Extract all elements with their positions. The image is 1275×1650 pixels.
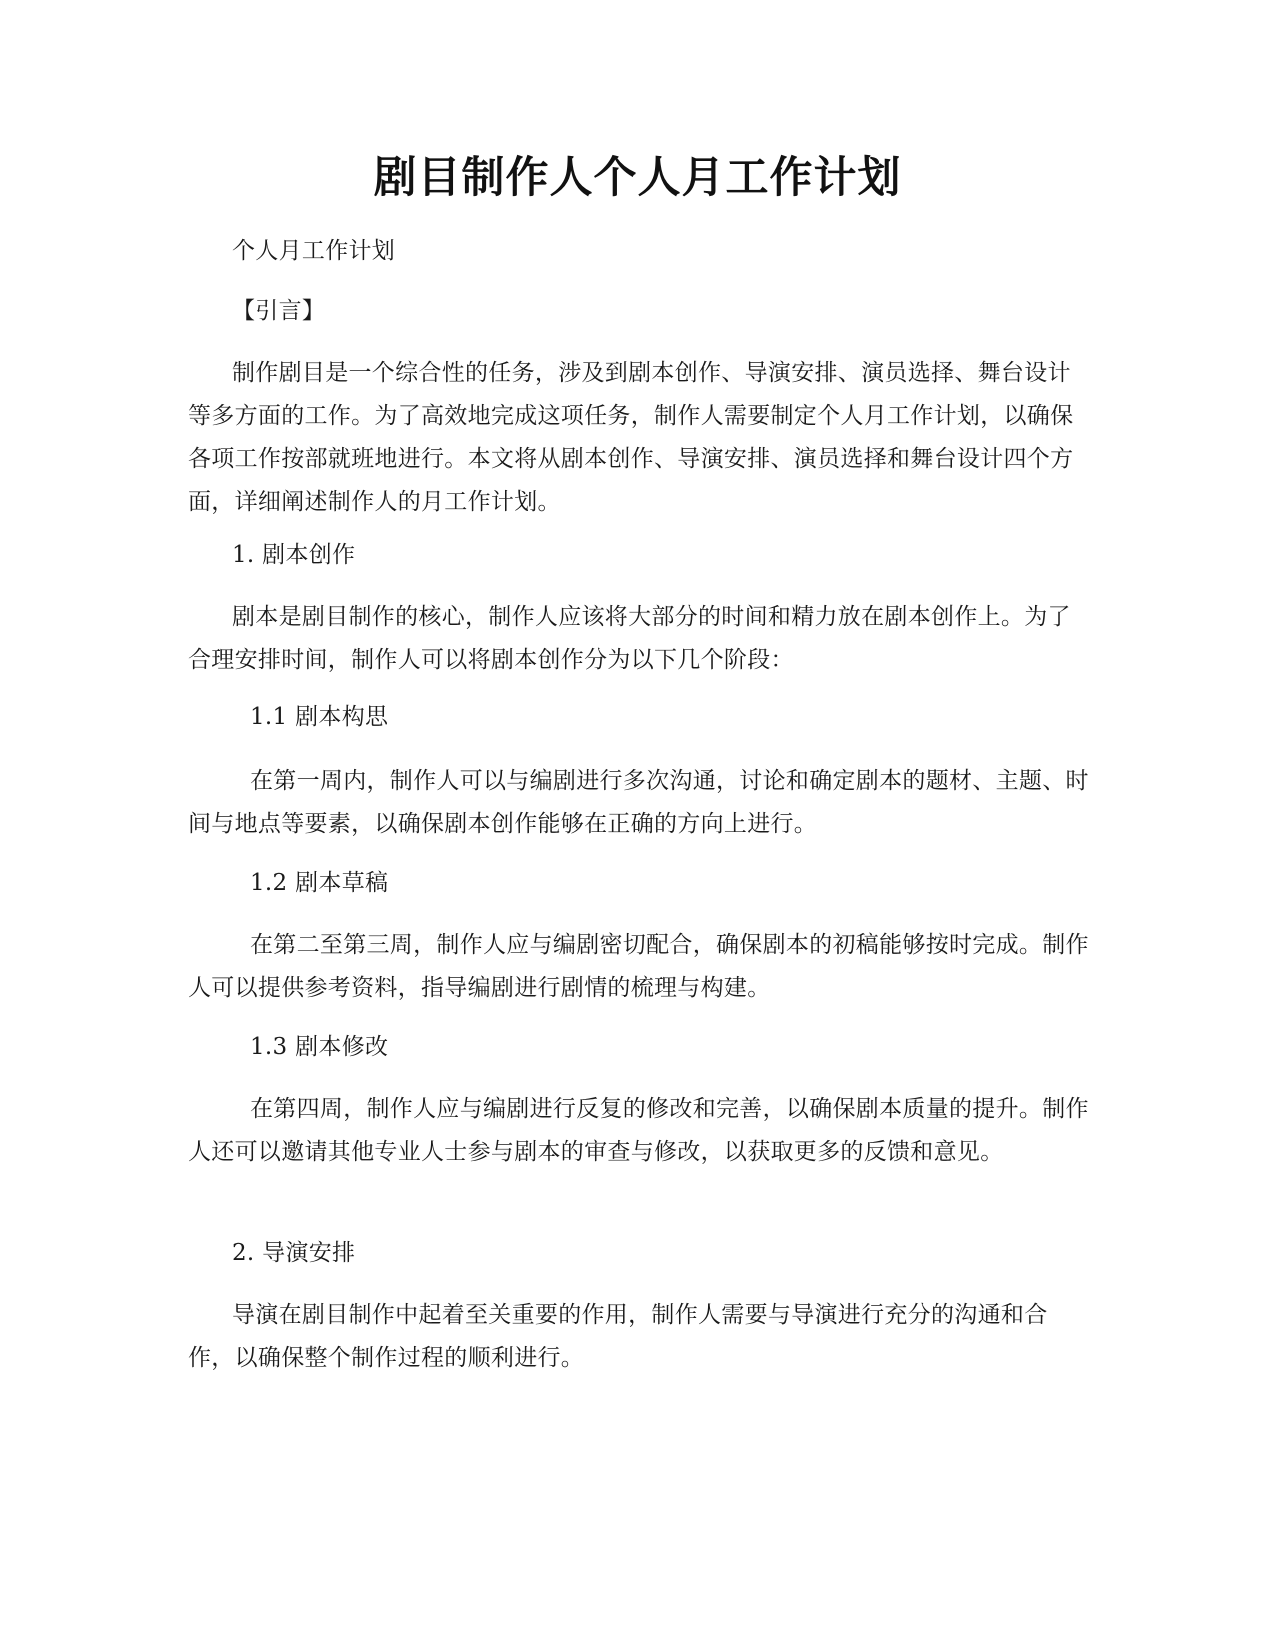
section-heading-script-writing: 1. 剧本创作	[232, 542, 356, 568]
subtitle-paragraph: 个人月工作计划	[232, 238, 396, 264]
document-title: 剧目制作人个人月工作计划	[373, 153, 902, 203]
script-concept-paragraph: 在第一周内，制作人可以与编剧进行多次沟通，讨论和确定剧本的题材、主题、时间与地点等要素，以确保剧本创作能够在正确的方向上进行。	[188, 768, 1089, 837]
intro-paragraph: 制作剧目是一个综合性的任务，涉及到剧本创作、导演安排、演员选择、舞台设计等多方面的工作。为了高效地完成这项任务，制作人需要制定个人月工作计划，以确保各项工作按部就班地进行。本文将从剧本创作、导演安排、演员选择和舞台设计四个方面，详细阐述制作人的月工作计划。	[188, 360, 1074, 515]
section-heading-director-arrangement: 2. 导演安排	[232, 1240, 356, 1266]
section-heading-introduction: 【引言】	[232, 298, 326, 324]
script-writing-paragraph: 剧本是剧目制作的核心，制作人应该将大部分的时间和精力放在剧本创作上。为了合理安排时间，制作人可以将剧本创作分为以下几个阶段：	[188, 604, 1071, 673]
subheading-script-concept: 1.1 剧本构思	[250, 704, 389, 730]
subheading-script-revision: 1.3 剧本修改	[250, 1034, 389, 1060]
script-draft-paragraph: 在第二至第三周，制作人应与编剧密切配合，确保剧本的初稿能够按时完成。制作人可以提供参考资料，指导编剧进行剧情的梳理与构建。	[188, 932, 1089, 1001]
subheading-script-draft: 1.2 剧本草稿	[250, 870, 389, 896]
script-revision-paragraph: 在第四周，制作人应与编剧进行反复的修改和完善，以确保剧本质量的提升。制作人还可以邀请其他专业人士参与剧本的审查与修改，以获取更多的反馈和意见。	[188, 1096, 1089, 1165]
director-arrangement-paragraph: 导演在剧目制作中起着至关重要的作用，制作人需要与导演进行充分的沟通和合作，以确保整个制作过程的顺利进行。	[188, 1302, 1048, 1371]
